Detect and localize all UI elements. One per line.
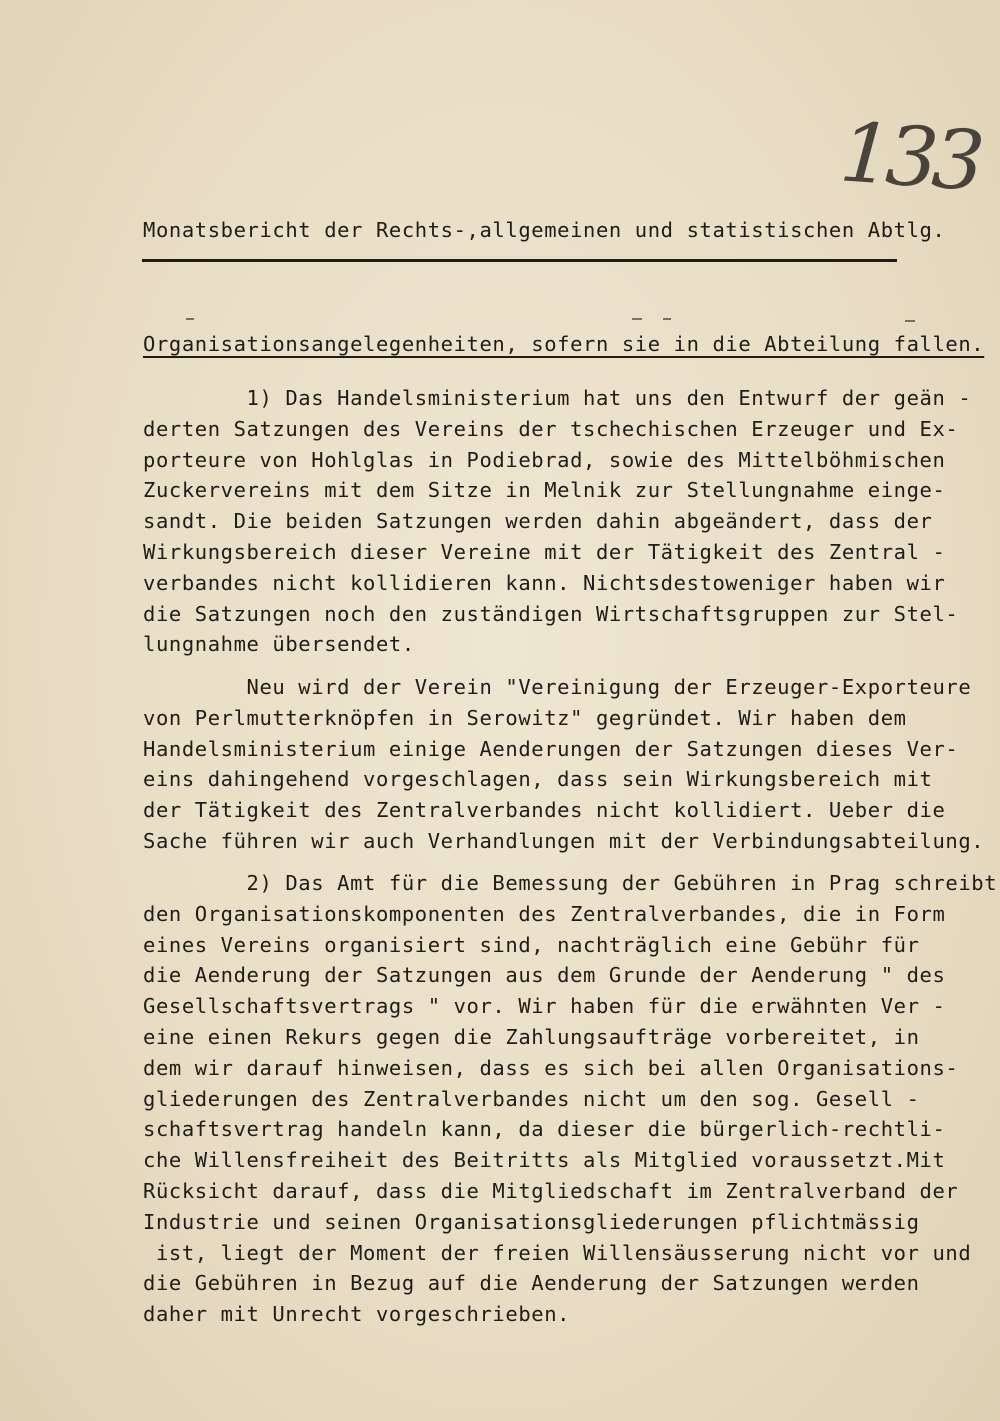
text-line: Gesellschaftsvertrags " vor. Wir haben für die erwähnten Ver -	[143, 994, 946, 1019]
text-line: verbandes nicht kollidieren kann. Nichtsdestoweniger haben wir	[143, 570, 946, 595]
text-line: schaftsvertrag handeln kann, da dieser die bürgerlich-rechtli-	[143, 1117, 946, 1142]
paragraph-1	[143, 383, 971, 660]
paragraph-2	[143, 672, 984, 857]
text-line: lungnahme übersendet.	[143, 632, 415, 657]
section-heading: Organisationsangelegenheiten, sofern sie in die Abteilung fallen.	[143, 332, 985, 356]
text-line: 1) Das Handelsministerium hat uns den Entwurf der geän -	[143, 386, 972, 410]
paragraph-3	[143, 868, 997, 1330]
typewriter-mark	[663, 318, 671, 320]
text-line: dem wir darauf hinweisen, dass es sich bei allen Organisations-	[143, 1055, 959, 1080]
title-underline	[142, 259, 897, 262]
text-line: Industrie und seinen Organisationsgliederungen pflichtmässig	[143, 1209, 920, 1234]
text-line: sandt. Die beiden Satzungen werden dahin abgeändert, dass der	[143, 509, 933, 534]
text-line: Neu wird der Verein "Vereinigung der Erzeuger-Exporteure	[143, 675, 972, 699]
typewriter-mark	[905, 320, 915, 322]
text-line: 2) Das Amt für die Bemessung der Gebühren in Prag schreibt	[143, 871, 998, 895]
text-line: die Gebühren in Bezug auf die Aenderung der Satzungen werden	[143, 1271, 920, 1296]
text-line: Zuckervereins mit dem Sitze in Melnik zur Stellungnahme einge-	[143, 478, 946, 503]
text-line: eine einen Rekurs gegen die Zahlungsaufträge vorbereitet, in	[143, 1024, 920, 1049]
text-line: die Satzungen noch den zuständigen Wirtschaftsgruppen zur Stel-	[143, 601, 959, 626]
text-line: den Organisationskomponenten des Zentralverbandes, die in Form	[143, 901, 946, 926]
text-line: die Aenderung der Satzungen aus dem Grunde der Aenderung " des	[143, 963, 946, 988]
text-line: porteure von Hohlglas in Podiebrad, sowie des Mittelböhmischen	[143, 447, 946, 472]
text-line: ist, liegt der Moment der freien Willensäusserung nicht vor und	[143, 1240, 972, 1265]
text-line: eines Vereins organisiert sind, nachträglich eine Gebühr für	[143, 932, 920, 957]
text-line: che Willensfreiheit des Beitritts als Mitglied voraussetzt.Mit	[143, 1148, 946, 1173]
text-line: Rücksicht darauf, dass die Mitgliedschaft im Zentralverband der	[143, 1178, 959, 1203]
text-line: von Perlmutterknöpfen in Serowitz" gegründet. Wir haben dem	[143, 705, 907, 730]
text-line: gliederungen des Zentralverbandes nicht um den sog. Gesell -	[143, 1086, 920, 1111]
typewriter-mark	[186, 318, 194, 320]
text-line: der Tätigkeit des Zentralverbandes nicht kollidiert. Ueber die	[143, 798, 946, 823]
text-line: eins dahingehend vorgeschlagen, dass sein Wirkungsbereich mit	[143, 767, 933, 792]
text-line: Wirkungsbereich dieser Vereine mit der Tätigkeit des Zentral -	[143, 539, 946, 564]
text-line: derten Satzungen des Vereins der tschechischen Erzeuger und Ex-	[143, 416, 959, 441]
text-line: daher mit Unrecht vorgeschrieben.	[143, 1302, 571, 1327]
text-line: Sache führen wir auch Verhandlungen mit der Verbindungsabteilung.	[143, 828, 985, 853]
handwritten-page-number: 133	[836, 105, 982, 210]
report-title: Monatsbericht der Rechts-,allgemeinen und statistischen Abtlg.	[143, 218, 946, 242]
text-line: Handelsministerium einige Aenderungen der Satzungen dieses Ver-	[143, 736, 959, 761]
typewriter-mark	[632, 318, 642, 320]
